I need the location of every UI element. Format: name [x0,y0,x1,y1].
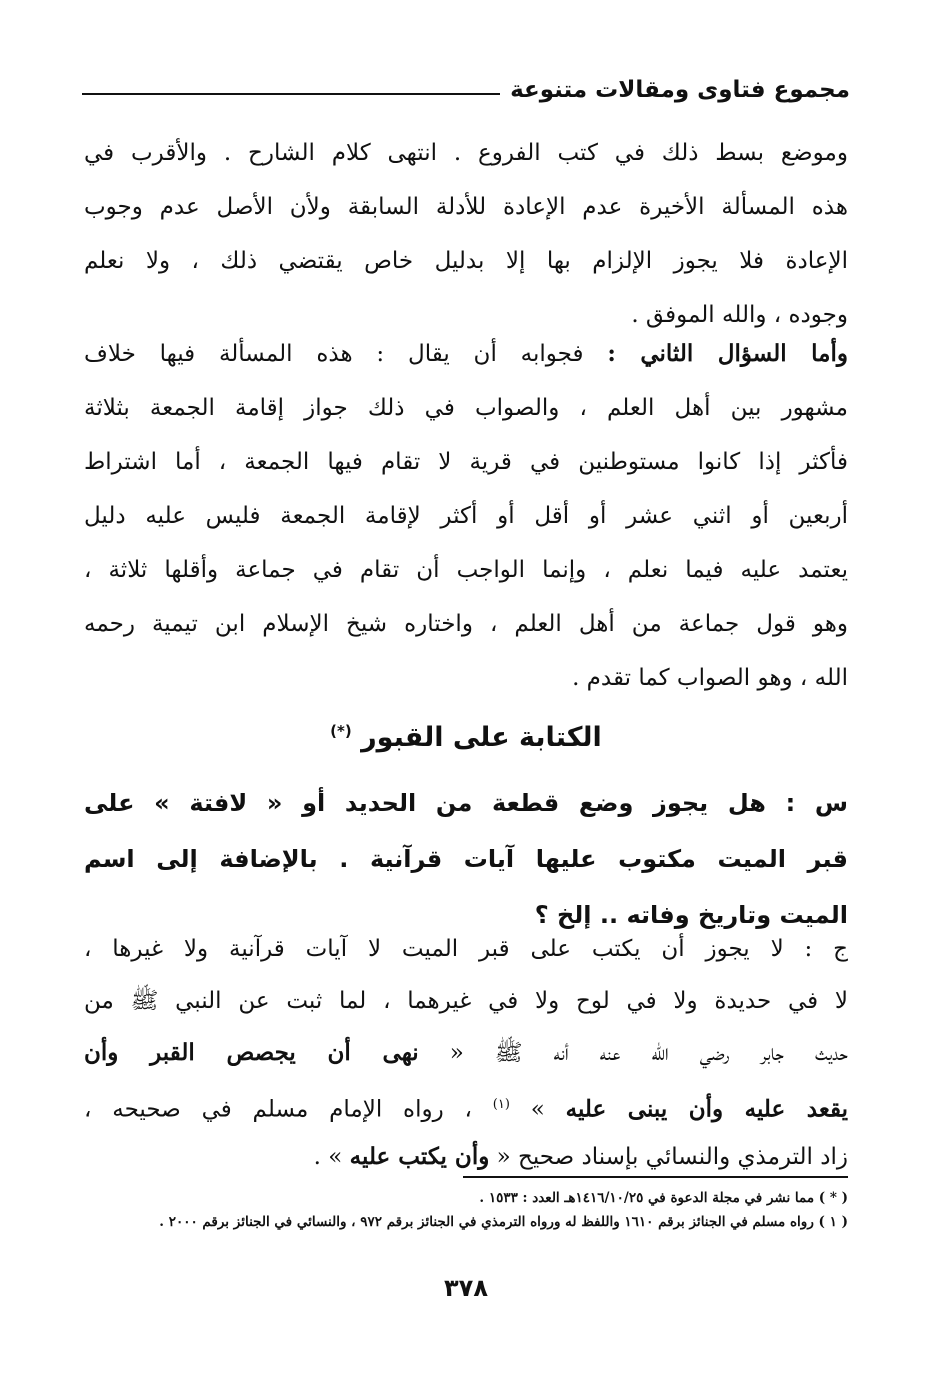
footnote-rule [463,1176,848,1178]
footnote: ( * ) مما نشر في مجلة الدعوة في ١٤١٦/١٠/٢٥هـ العدد : ١٥٣٣ . [479,1190,848,1206]
text-line: وهو قول جماعة من أهل العلم ، واختاره شيخ الإسلام ابن تيمية رحمه [84,611,848,637]
answer-line [84,1027,848,1079]
book-title: مجموع فتاوى ومقالات متنوعة [510,77,850,103]
text-run: » . [313,1144,350,1170]
page-number: ٣٧٨ [444,1274,488,1302]
hadith-quote: نهى أن يجصص القبر وأن [84,1039,419,1066]
question-block [84,775,848,943]
text-line: فأكثر إذا كانوا مستوطنين في قرية لا تقام فيها الجمعة ، أما اشتراط [84,449,848,475]
text-line: الإعادة فلا يجوز الإلزام بها إلا بدليل خاص يقتضي ذلك ، ولا نعلم [84,248,848,274]
question-line: الميت وتاريخ وفاته .. إلخ ؟ [534,901,848,929]
section-heading [0,703,932,759]
text-line: وموضع بسط ذلك في كتب الفروع . انتهى كلام الشارح . والأقرب في [84,140,848,166]
lead-phrase: وأما السؤال الثاني : [607,340,848,367]
text-run: حديث جابر رضي الله عنه أنه ﷺ « [418,1040,848,1066]
question-line: س : هل يجوز وضع قطعة من الحديد أو « لافتة » على [84,789,848,817]
paragraph-continuation [84,126,848,342]
hadith-quote: يقعد عليه وأن يبنى عليه [565,1095,848,1123]
answer-line: ج : لا يجوز أن يكتب على قبر الميت لا آيات قرآنية ولا غيرها ، [84,936,848,962]
text-line [84,327,848,381]
answer-block [84,923,848,1183]
footnote-marker: (*) [330,722,352,740]
text-line: هذه المسألة الأخيرة عدم الإعادة للأدلة السابقة ولأن الأصل عدم وجوب [84,194,848,220]
text-run: زاد الترمذي والنسائي بإسناد صحيح « [489,1144,848,1170]
question-line: قبر الميت مكتوب عليها آيات قرآنية . بالإضافة إلى اسم [84,845,848,873]
header-rule [82,93,500,95]
text-run: فجوابه أن يقال : هذه المسألة فيها خلاف [84,341,608,367]
footnote: ( ١ ) رواه مسلم في الجنائز برقم ١٦١٠ واللفظ له ورواه الترمذي في الجنائز برقم ٩٧٢ ، والنسائي في الجنائز برقم ٢٠٠٠ . [159,1214,848,1230]
section-heading-text: الكتابة على القبور [361,722,602,753]
paragraph-second-question [84,327,848,705]
text-run: ، رواه الإمام مسلم في صحيحه ، [84,1096,493,1123]
text-line: يعتمد عليه فيما نعلم ، وإنما الواجب أن تقام في جماعة وأقلها ثلاثة ، [84,557,848,583]
answer-line [84,1079,848,1131]
text-line: أربعين أو اثني عشر أو أقل أو أكثر لإقامة الجمعة فليس عليه دليل [84,503,848,529]
text-line: وجوده ، والله الموفق . [631,302,848,328]
running-header [82,70,850,110]
text-line: الله ، وهو الصواب كما تقدم . [572,665,848,691]
footnotes [84,1186,848,1234]
text-line: مشهور بين أهل العلم ، والصواب في ذلك جواز إقامة الجمعة بثلاثة [84,395,848,421]
answer-line: لا في حديدة ولا في لوح ولا في غيرهما ، لما ثبت عن النبي ﷺ من [84,988,848,1014]
footnote-marker: (١) [492,1097,510,1112]
hadith-quote: وأن يكتب عليه [349,1143,490,1170]
text-run: » [509,1096,566,1123]
